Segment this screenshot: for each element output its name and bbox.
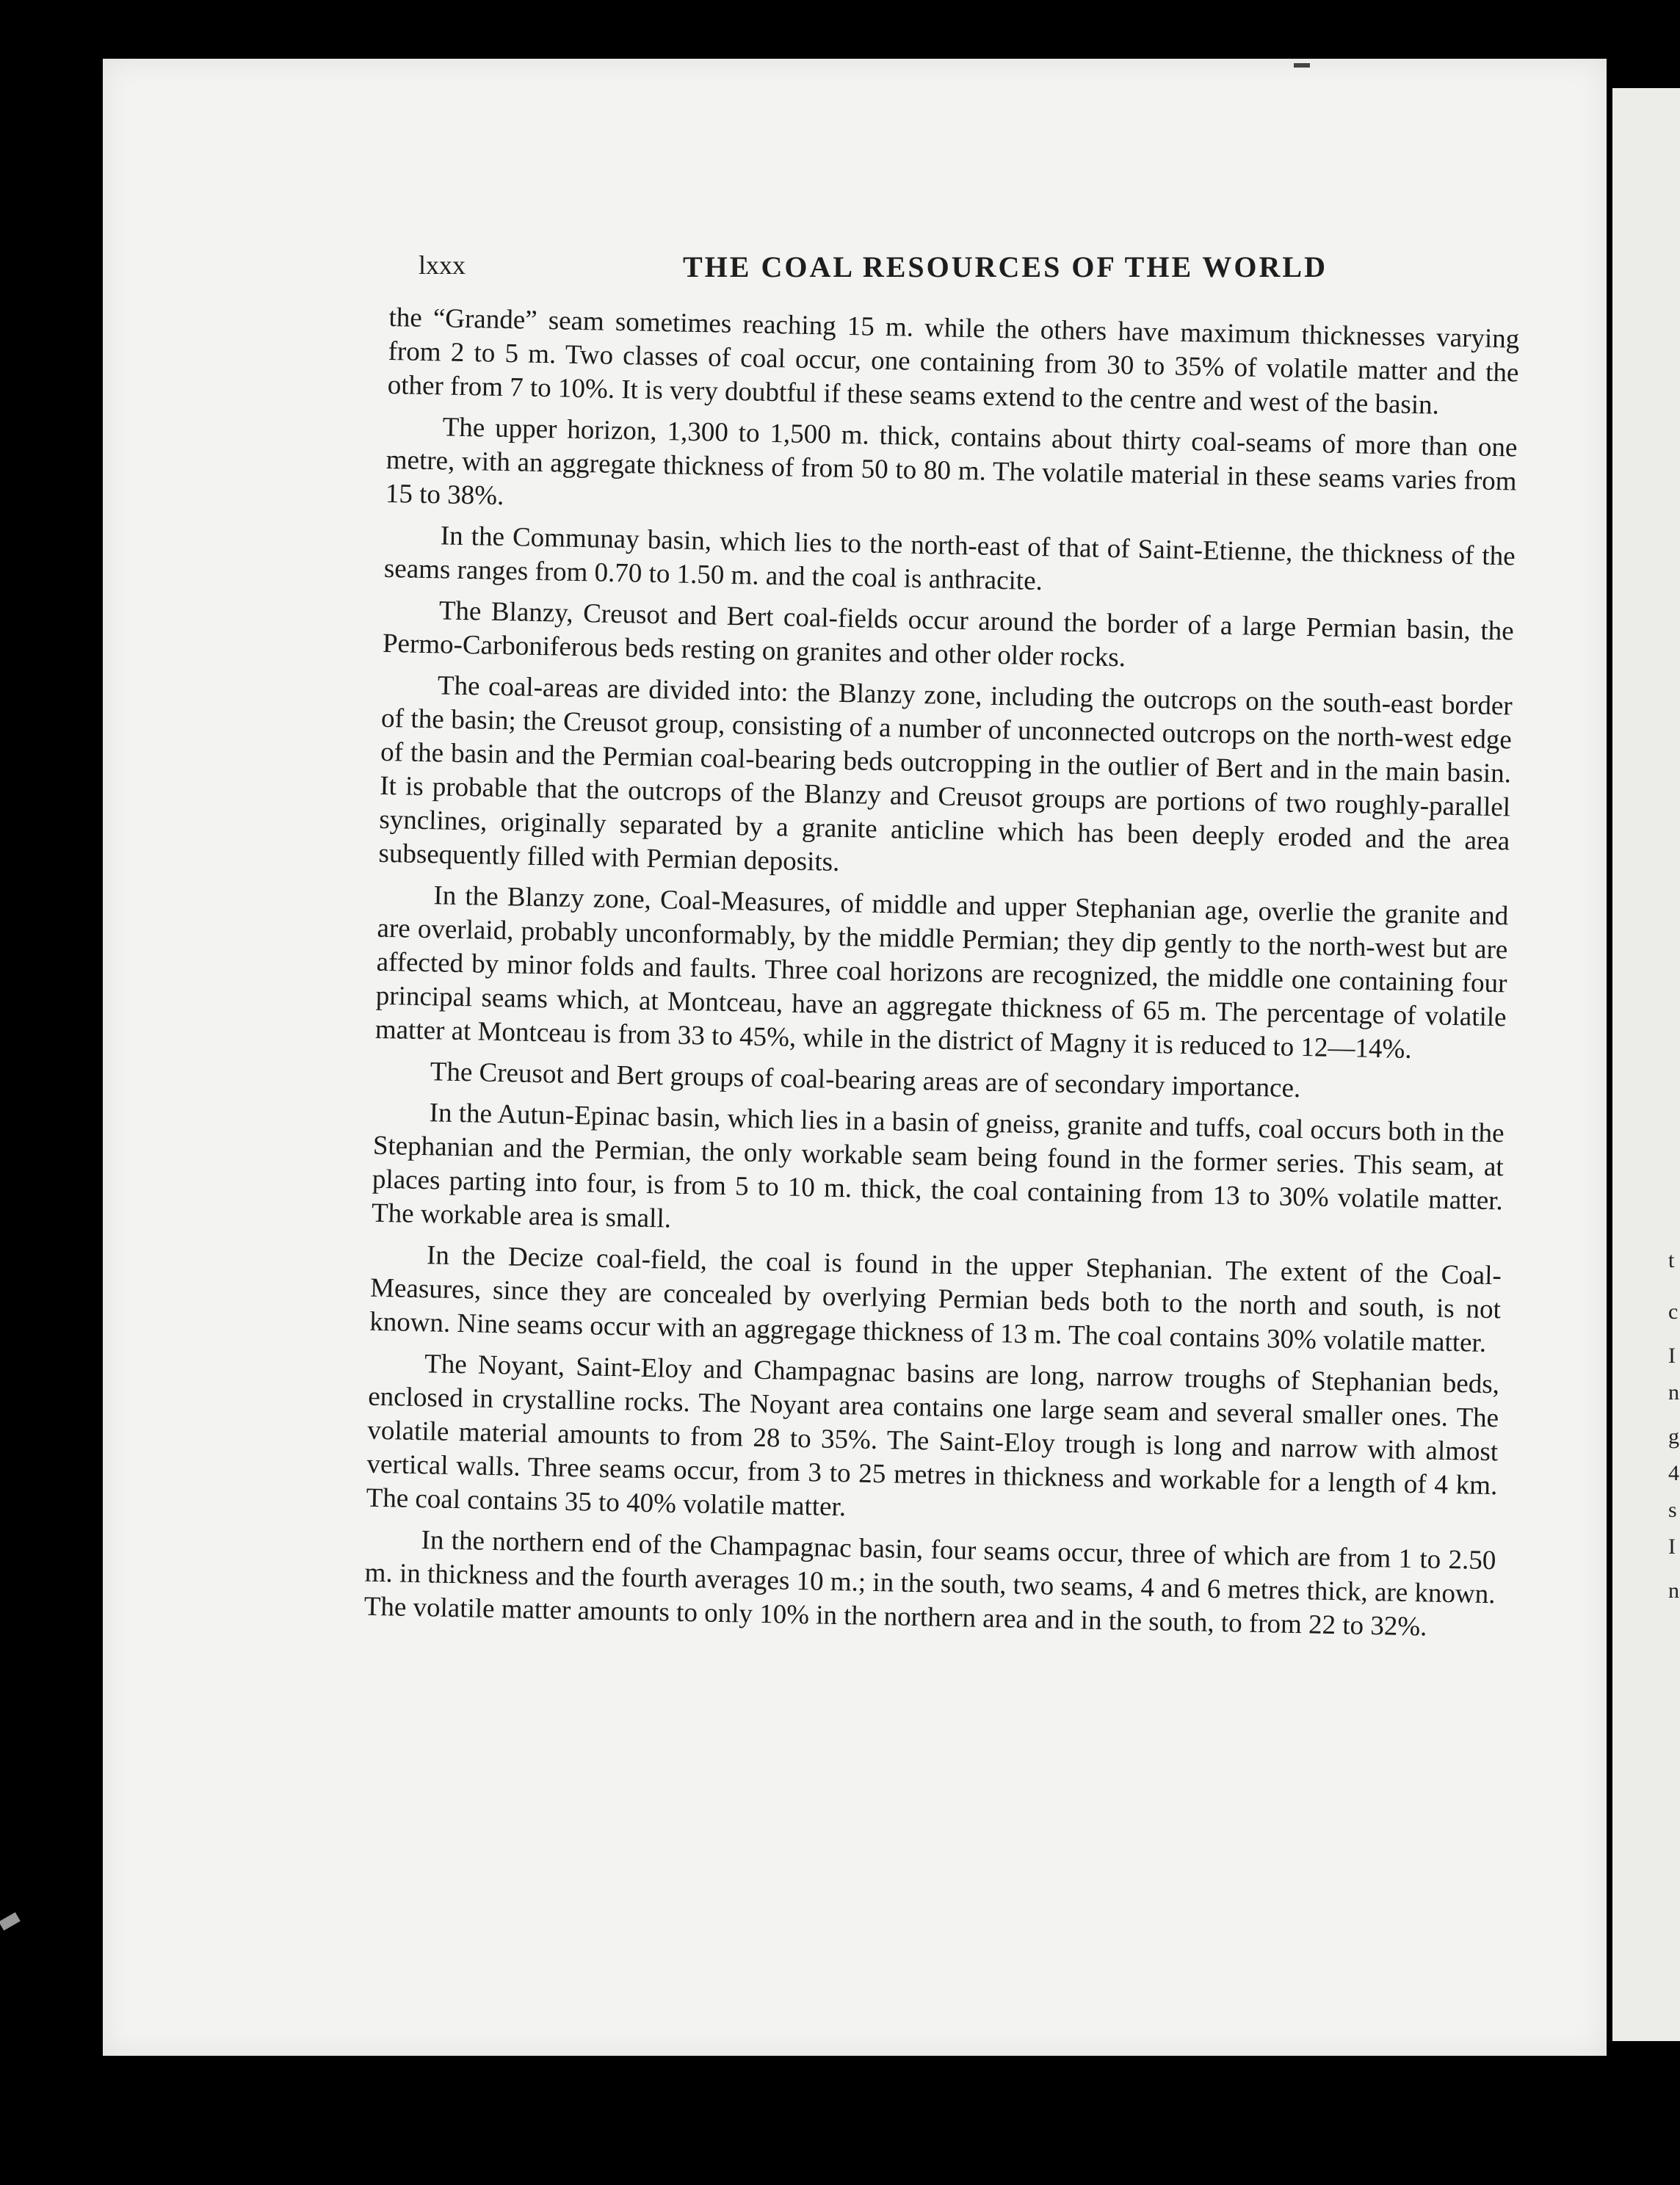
paragraph: In the Autun-Epinac basin, which lies in a basin of gneiss, granite and tuffs, coal occurs both in the Stephanian and the Permian, the only workable seam being found in the former series. This seam, at places parting into four, is from 5 to 10 m. thick, the coal containing from 13 to 30% volatile matter. The workable area is small. (371, 1098, 1505, 1234)
scan-mark (1294, 63, 1310, 68)
paragraph: The Blanzy, Creusot and Bert coal-fields occur around the border of a large Permian basin, the Permo-Carboniferous beds resting on granites and other older rocks. (382, 595, 1515, 673)
edge-letter: t (1668, 1248, 1675, 1272)
paragraph: The upper horizon, 1,300 to 1,500 m. thick, contains about thirty coal-seams of more than one metre, with an aggregate thickness of from 50 to 80 m. The volatile material in these seams varies from 15 to 38%. (385, 412, 1518, 512)
paragraph: In the northern end of the Champagnac basin, four seams occur, three of which are from 1 to 2.50 m. in thickness and the fourth averages 10 m.; in the south, two seams, 4 and 6 metres thick, are known. The volatile matter amounts to only 10% in the northern area and in the south, to from 22 to 32%. (363, 1525, 1496, 1642)
scan-smudge (0, 1912, 21, 1930)
running-title: THE COAL RESOURCES OF THE WORLD (683, 250, 1328, 283)
paragraph: In the Blanzy zone, Coal-Measures, of middle and upper Stephanian age, overlie the granite and are overlaid, probably unconformably, by the middle Permian; they dip gently to the north-west but are affected by minor folds and faults. Three coal horizons are recognized, the middle one containing four principal seams which, at Montceau, have an aggregate thickness of 65 m. The percentage of volatile matter at Montceau is from 33 to 45%, while in the district of Magny it is reduced to 12—14%. (374, 880, 1509, 1065)
edge-letter: I (1668, 1344, 1676, 1368)
paragraph: In the Communay basin, which lies to the north-east of that of Saint-Etienne, the thickness of the seams ranges from 0.70 to 1.50 m. and the coal is anthracite. (383, 521, 1516, 597)
paragraph: the “Grande” seam sometimes reaching 15 m. while the others have maximum thicknesses varying from 2 to 5 m. Two classes of coal occur, one containing from 30 to 35% of volatile matter and the other from 7 to 10%. It is very doubtful if these seams extend to the centre and west of the basin. (387, 302, 1520, 421)
edge-letter: 4 (1668, 1461, 1679, 1485)
edge-letter: n (1668, 1579, 1679, 1603)
page-number: lxxx (419, 250, 466, 280)
edge-letter: I (1668, 1534, 1676, 1559)
edge-letter: g (1668, 1424, 1679, 1449)
body-text (359, 301, 1520, 1894)
page-header (419, 250, 1513, 294)
paragraph: The coal-areas are divided into: the Blanzy zone, including the outcrops on the south-east border of the basin; the Creusot group, consisting of a number of unconnected outcrops on the north-west edge of the basin and the Permian coal-bearing beds outcropping in the outlier of Bert and in the main basin. It is probable that the outcrops of the Blanzy and Creusot groups are portions of two roughly-parallel synclines, originally separated by a granite anticline which has been deeply eroded and the area subsequently filled with Permian deposits. (378, 670, 1513, 877)
edge-letter: n (1668, 1380, 1679, 1405)
paragraph: In the Decize coal-field, the coal is found in the upper Stephanian. The extent of the Coal-Measures, since they are concealed by overlying Permian beds both to the north and south, is not known. Nine seams occur with an aggregage thickness of 13 m. The coal contains 30% volatile matter. (369, 1240, 1502, 1358)
edge-letter: c (1668, 1300, 1679, 1324)
edge-letter: s (1668, 1498, 1677, 1522)
paragraph: The Creusot and Bert groups of coal-bearing areas are of secondary importance. (430, 1057, 1301, 1104)
adjacent-page-edge (1612, 88, 1680, 2041)
paragraph: The Noyant, Saint-Eloy and Champagnac basins are long, narrow troughs of Stephanian beds, enclosed in crystalline rocks. The Noyant area contains one large seam and several smaller ones. The volatile material amounts to from 28 to 35%. The Saint-Eloy trough is long and narrow with almost vertical walls. Three seams occur, from 3 to 25 metres in thickness and workable for a length of 4 km. The coal contains 35 to 40% volatile matter. (366, 1349, 1500, 1523)
